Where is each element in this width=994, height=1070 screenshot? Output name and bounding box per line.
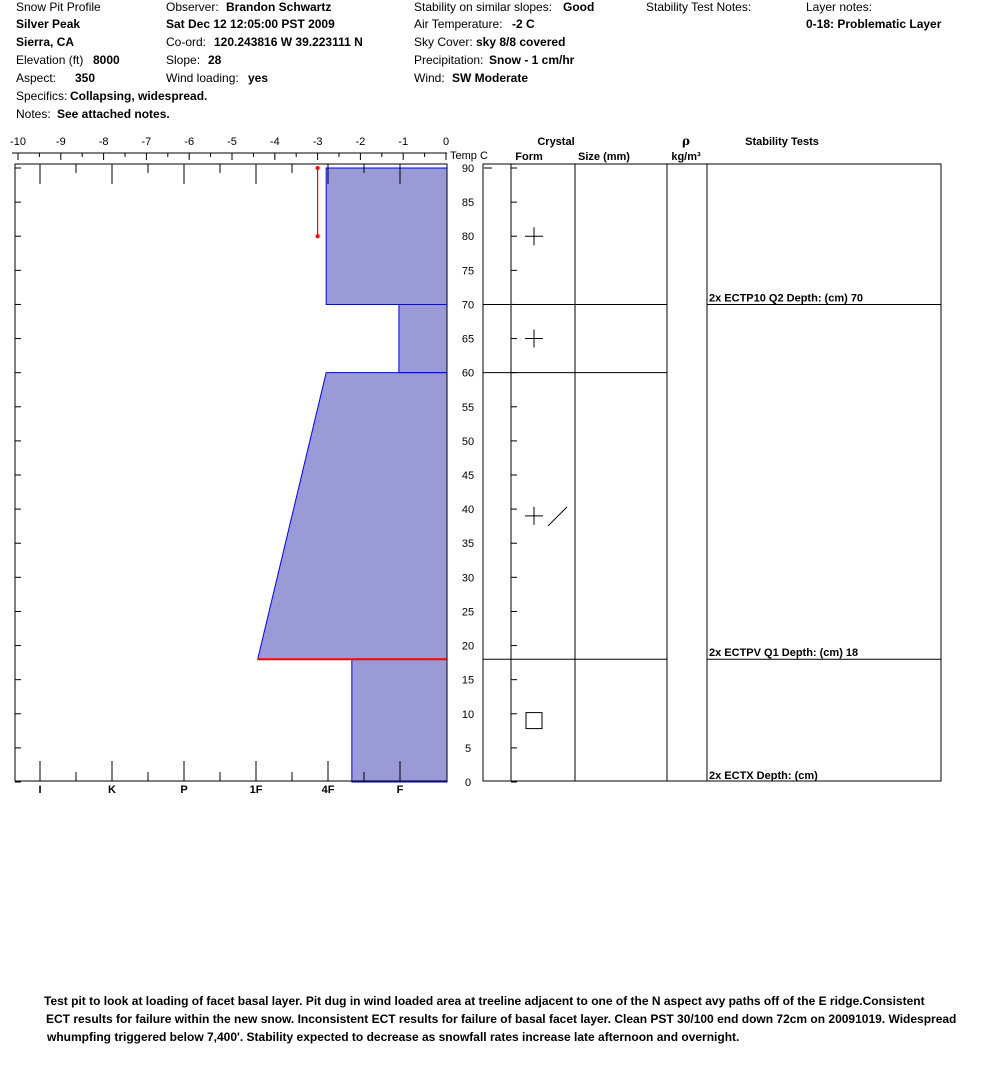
sky-value: sky 8/8 covered bbox=[476, 35, 566, 49]
wind-loading-value: yes bbox=[248, 71, 269, 85]
temp-tick-label: -1 bbox=[398, 136, 409, 148]
stability-test-label: 2x ECTP10 Q2 Depth: (cm) 70 bbox=[709, 292, 864, 305]
temp-tick-label: -4 bbox=[269, 136, 280, 148]
wind-label: Wind: bbox=[414, 71, 445, 85]
footer-notes bbox=[44, 992, 956, 1046]
temperature-point bbox=[316, 234, 320, 238]
stability-value: Good bbox=[563, 0, 595, 14]
depth-tick-label: 75 bbox=[461, 265, 475, 278]
depth-tick-label: 5 bbox=[464, 742, 472, 755]
layer-notes-label: Layer notes: bbox=[806, 0, 873, 14]
notes-value: See attached notes. bbox=[57, 107, 170, 121]
region: Sierra, CA bbox=[16, 35, 75, 49]
location-name: Silver Peak bbox=[16, 17, 81, 31]
aspect-value: 350 bbox=[75, 71, 96, 85]
elevation-label: Elevation (ft) bbox=[16, 53, 84, 67]
temp-tick-label: -3 bbox=[312, 136, 323, 148]
wind-loading-label: Wind loading: bbox=[166, 71, 239, 85]
depth-tick-label: 60 bbox=[461, 367, 475, 380]
stability-label: Stability on similar slopes: bbox=[414, 0, 553, 14]
depth-tick-label: 80 bbox=[461, 231, 475, 244]
observer-label: Observer: bbox=[166, 0, 219, 14]
depth-tick-label: 45 bbox=[461, 470, 475, 482]
crystal-header: Crystal bbox=[537, 136, 575, 148]
crystal-square-symbol bbox=[526, 713, 542, 729]
layer-notes-value: 0-18: Problematic Layer bbox=[806, 17, 942, 31]
depth-tick-label: 90 bbox=[461, 163, 475, 175]
temp-tick-label: -9 bbox=[55, 136, 66, 148]
crystal-slash-symbol bbox=[548, 507, 567, 526]
hardness-layer bbox=[352, 659, 447, 782]
depth-tick-label: 30 bbox=[461, 572, 475, 585]
specifics-label: Specifics: bbox=[16, 89, 68, 103]
notes-label: Notes: bbox=[16, 107, 51, 121]
depth-tick-label: 25 bbox=[461, 606, 475, 619]
depth-tick-label: 65 bbox=[461, 333, 475, 346]
rho-header: ρ bbox=[682, 134, 690, 148]
temp-tick-label: -7 bbox=[141, 136, 152, 148]
hardness-layer bbox=[399, 304, 447, 372]
depth-tick-label: 85 bbox=[461, 197, 475, 210]
hardness-profile bbox=[258, 168, 447, 782]
temp-tick-label: -10 bbox=[10, 136, 26, 148]
stability-test-label: 2x ECTPV Q1 Depth: (cm) 18 bbox=[709, 647, 859, 660]
depth-tick-label: 20 bbox=[461, 640, 475, 653]
precip-value: Snow - 1 cm/hr bbox=[489, 53, 575, 67]
footer-note-line: Test pit to look at loading of facet basal layer. Pit dug in wind loaded area at treeline adjacent to one of the N aspect avy paths off of the E ridge.Consistent bbox=[44, 994, 925, 1008]
slope-value: 28 bbox=[208, 53, 222, 67]
temp-tick-label: -6 bbox=[184, 136, 195, 148]
hardness-label: P bbox=[180, 784, 188, 796]
specifics-value: Collapsing, widespread. bbox=[70, 89, 208, 103]
coord-label: Co-ord: bbox=[166, 35, 207, 49]
depth-tick-label: 35 bbox=[461, 538, 475, 551]
form-header: Form bbox=[515, 151, 543, 163]
density-unit-header: kg/m³ bbox=[671, 151, 701, 163]
hardness-label: 4F bbox=[321, 784, 335, 796]
temp-axis-label: Temp C bbox=[450, 150, 488, 162]
depth-tick-label: 15 bbox=[461, 674, 475, 687]
hardness-label: F bbox=[396, 784, 404, 796]
slope-label: Slope: bbox=[166, 53, 201, 67]
footer-note-line: ECT results for failure within the new snow. Inconsistent ECT results for failure of basal facet layer. Clean PST 30/100 end down 72cm on 20091019. Widespread bbox=[46, 1012, 957, 1026]
datetime: Sat Dec 12 12:05:00 PST 2009 bbox=[166, 17, 335, 31]
depth-tick-label: 50 bbox=[461, 435, 475, 448]
footer-note-line: whumpfing triggered below 7,400'. Stability expected to decrease as snowfall rates increase late afternoon and overnight. bbox=[47, 1030, 740, 1044]
air-temp-value: -2 C bbox=[512, 17, 535, 31]
observer-value: Brandon Schwartz bbox=[226, 0, 332, 14]
hardness-label: K bbox=[108, 784, 116, 796]
hardness-layer bbox=[258, 373, 447, 660]
temp-tick-label: -8 bbox=[98, 136, 109, 148]
table-frame bbox=[483, 164, 941, 781]
temperature-point bbox=[316, 166, 320, 170]
wind-value: SW Moderate bbox=[452, 71, 529, 85]
depth-tick-label: 55 bbox=[461, 401, 475, 414]
depth-tick-label: 0 bbox=[464, 777, 472, 789]
temp-tick-label: -2 bbox=[355, 136, 366, 148]
hardness-layer bbox=[326, 168, 447, 304]
stability-test-label: 2x ECTX Depth: (cm) bbox=[709, 770, 818, 782]
hardness-label: 1F bbox=[249, 784, 263, 796]
sky-label: Sky Cover: bbox=[414, 35, 473, 49]
depth-tick-label: 40 bbox=[461, 504, 475, 517]
depth-tick-label: 10 bbox=[461, 708, 475, 721]
stability-tests-header: Stability Tests bbox=[745, 136, 819, 148]
elevation-value: 8000 bbox=[93, 53, 120, 67]
air-temp-label: Air Temperature: bbox=[414, 17, 503, 31]
depth-tick-label: 70 bbox=[461, 299, 475, 312]
temp-tick-label: -5 bbox=[227, 136, 237, 148]
temp-tick-label: 0 bbox=[442, 136, 450, 148]
page-title: Snow Pit Profile bbox=[16, 0, 101, 14]
coord-value: 120.243816 W 39.223111 N bbox=[214, 35, 363, 49]
size-header: Size (mm) bbox=[578, 151, 630, 163]
stability-notes-label: Stability Test Notes: bbox=[646, 0, 752, 14]
aspect-label: Aspect: bbox=[16, 71, 57, 85]
precip-label: Precipitation: bbox=[414, 53, 484, 67]
chart-frame bbox=[10, 134, 941, 796]
hardness-label: I bbox=[38, 784, 42, 796]
